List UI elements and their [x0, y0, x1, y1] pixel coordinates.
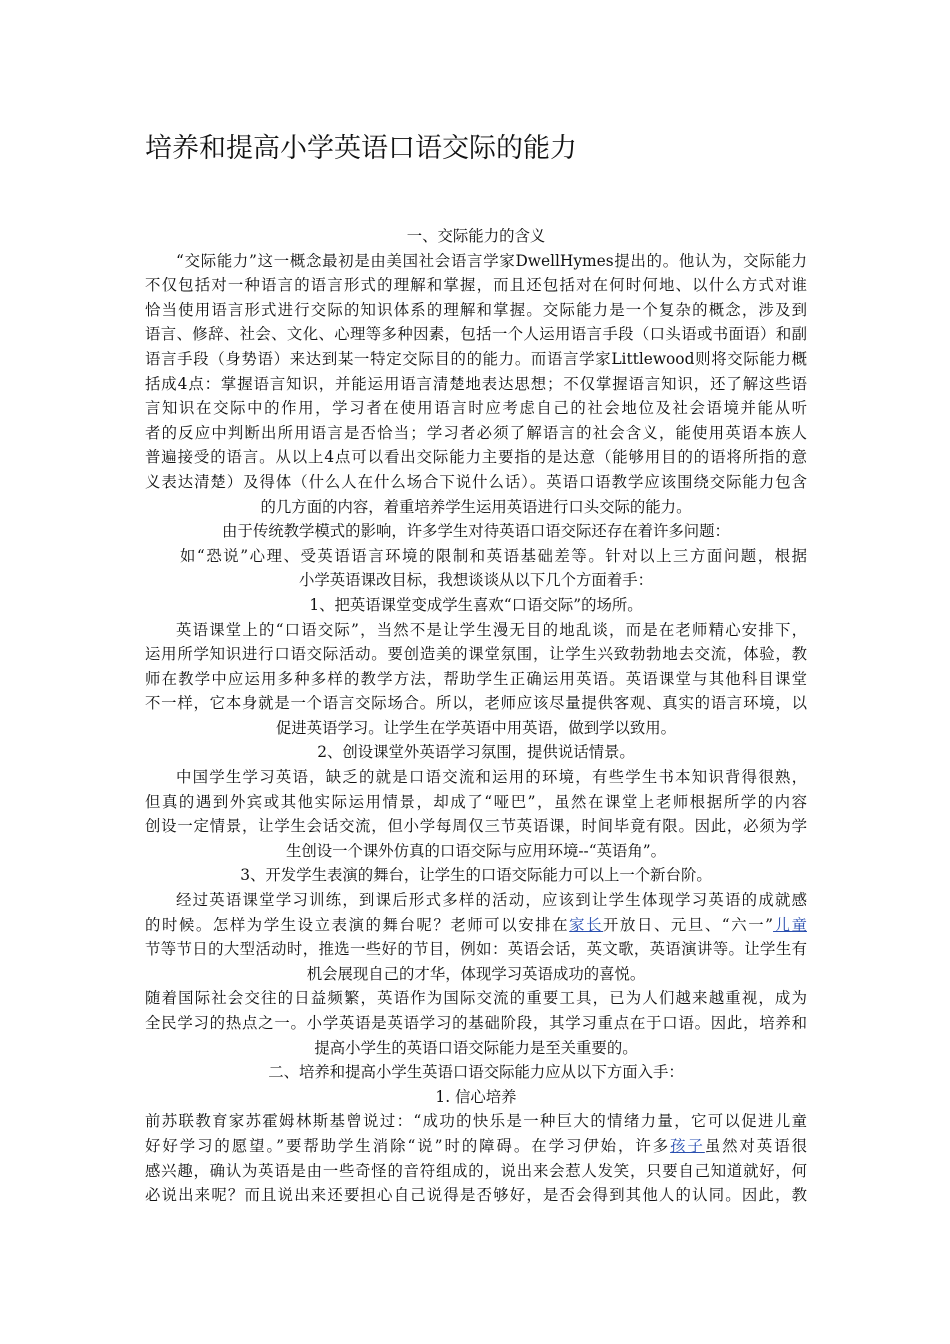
text-line: 促进英语学习。让学生在学英语中用英语，做到学以致用。 — [275, 718, 677, 737]
text-line: 感兴趣，确认为英语是由一些奇怪的音符组成的，说出来会惹人发笑，只要自己知道就好，何 — [145, 1161, 807, 1180]
text-line: 运用所学知识进行口语交际活动。要创造美的课堂氛围，让学生兴致勃勃地去交流，体验，教 — [145, 645, 807, 664]
text-line: 义表达清楚）及得体（什么人在什么场合下说什么话）。英语口语教学应该围绕交际能力包含 — [145, 472, 807, 491]
text-line: 小学英语课改目标，我想谈谈从以下几个方面着手： — [299, 571, 653, 590]
text-line: 1、把英语课堂变成学生喜欢“口语交际”的场所。 — [309, 595, 643, 614]
text-segment: 好好学习的愿望。”要帮助学生消除“说”时的障碍。在学习伊始，许多 — [145, 1136, 671, 1155]
text-segment: 开放日、元旦、“六一” — [603, 915, 774, 934]
text-line: 不一样，它本身就是一个语言交际场合。所以，老师应该尽量提供客观、真实的语言环境，以 — [145, 694, 807, 713]
text-line: 如“恐说”心理、受英语语言环境的限制和英语基础差等。针对以上三方面问题，根据 — [180, 546, 807, 565]
text-line: 必说出来呢？而且说出来还要担心自己说得是否够好，是否会得到其他人的认同。因此，教 — [145, 1186, 807, 1205]
text-line: 的几方面的内容，着重培养学生运用英语进行口头交际的能力。 — [260, 497, 692, 516]
text-line: 1. 信心培养 — [435, 1087, 517, 1106]
text-line: 英语课堂上的“口语交际”，当然不是让学生漫无目的地乱谈，而是在老师精心安排下， — [176, 620, 807, 639]
text-line: “交际能力”这一概念最初是由美国社会语言学家DwellHymes提出的。他认为，交际能力 — [176, 251, 807, 270]
text-line: 3、开发学生表演的舞台，让学生的口语交际能力可以上一个新台阶。 — [240, 866, 712, 885]
text-line: 语言手段（身势语）来达到某一特定交际目的的能力。而语言学家Littlewood则将交际能力概 — [145, 349, 807, 368]
text-line: 恰当使用语言形式进行交际的知识体系的理解和掌握。交际能力是一个复杂的概念，涉及到 — [145, 300, 807, 319]
text-line: 一、交际能力的含义 — [406, 227, 546, 245]
text-line: 前苏联教育家苏霍姆林斯基曾说过：“成功的快乐是一种巨大的情绪力量，它可以促进儿童 — [145, 1112, 807, 1131]
text-line: 全民学习的热点之一。小学英语是英语学习的基础阶段，其学习重点在于口语。因此，培养和 — [145, 1014, 807, 1032]
text-line: 创设一定情景，让学生会话交流，但小学每周仅三节英语课，时间毕竟有限。因此，必须为学 — [145, 817, 807, 836]
text-segment: 虽然对英语很 — [704, 1136, 807, 1155]
text-line: 不仅包括对一种语言的语言形式的理解和掌握，而且还包括对在何时何地、以什么方式对谁 — [145, 276, 807, 295]
text-line: 机会展现自己的才华，体现学习英语成功的喜悦。 — [306, 964, 646, 983]
text-line: 由于传统教学模式的影响，许多学生对待英语口语交际还存在着许多问题： — [222, 522, 730, 541]
text-line: 生创设一个课外仿真的口语交际与应用环境--“英语角”。 — [285, 841, 667, 860]
text-line: 提高小学生的英语口语交际能力是至关重要的。 — [314, 1038, 638, 1057]
document-title: 培养和提高小学英语口语交际的能力 — [145, 133, 577, 164]
inline-link[interactable]: 孩子 — [670, 1136, 705, 1155]
text-line: 普遍接受的语言。从以上4点可以看出交际能力主要指的是达意（能够用目的的语将所指的意 — [145, 448, 807, 467]
text-line — [145, 1134, 807, 1159]
text-segment: 的时候。怎样为学生设立表演的舞台呢？老师可以安排在 — [145, 915, 570, 934]
text-line: 经过英语课堂学习训练，到课后形式多样的活动，应该到让学生体现学习英语的成就感 — [176, 891, 807, 910]
text-line: 节等节日的大型活动时，推选一些好的节目，例如：英语会话，英文歌，英语演讲等。让学生有 — [145, 940, 807, 959]
text-line: 随着国际社会交往的日益频繁，英语作为国际交流的重要工具，已为人们越来越重视，成为 — [145, 989, 807, 1008]
text-line: 二、培养和提高小学生英语口语交际能力应从以下方面入手： — [268, 1063, 684, 1082]
text-line: 语言、修辞、社会、文化、心理等多种因素，包括一个人运用语言手段（口头语或书面语）和副 — [145, 325, 807, 344]
text-line: 2、创设课堂外英语学习氛围，提供说话情景。 — [317, 743, 635, 762]
text-line: 者的反应中判断出所用语言是否恰当；学习者必须了解语言的社会含义，能使用英语本族人 — [145, 423, 807, 442]
inline-link[interactable]: 家长 — [569, 915, 604, 934]
text-line: 中国学生学习英语，缺乏的就是口语交流和运用的环境，有些学生书本知识背得很熟， — [176, 768, 807, 787]
text-line — [145, 913, 807, 938]
inline-link[interactable]: 儿童 — [773, 915, 807, 934]
document-body — [145, 224, 807, 1208]
text-line: 言知识在交际中的作用，学习者在使用语言时应考虑自己的社会地位及社会语境并能从听 — [145, 399, 807, 418]
text-line: 师在教学中应运用多种多样的教学方法，帮助学生正确运用英语。英语课堂与其他科目课堂 — [145, 669, 807, 688]
text-line: 但真的遇到外宾或其他实际运用情景，却成了“哑巴”，虽然在课堂上老师根据所学的内容 — [145, 792, 807, 811]
text-line: 括成4点：掌握语言知识，并能运用语言清楚地表达思想；不仅掌握语言知识，还了解这些语 — [145, 374, 807, 393]
